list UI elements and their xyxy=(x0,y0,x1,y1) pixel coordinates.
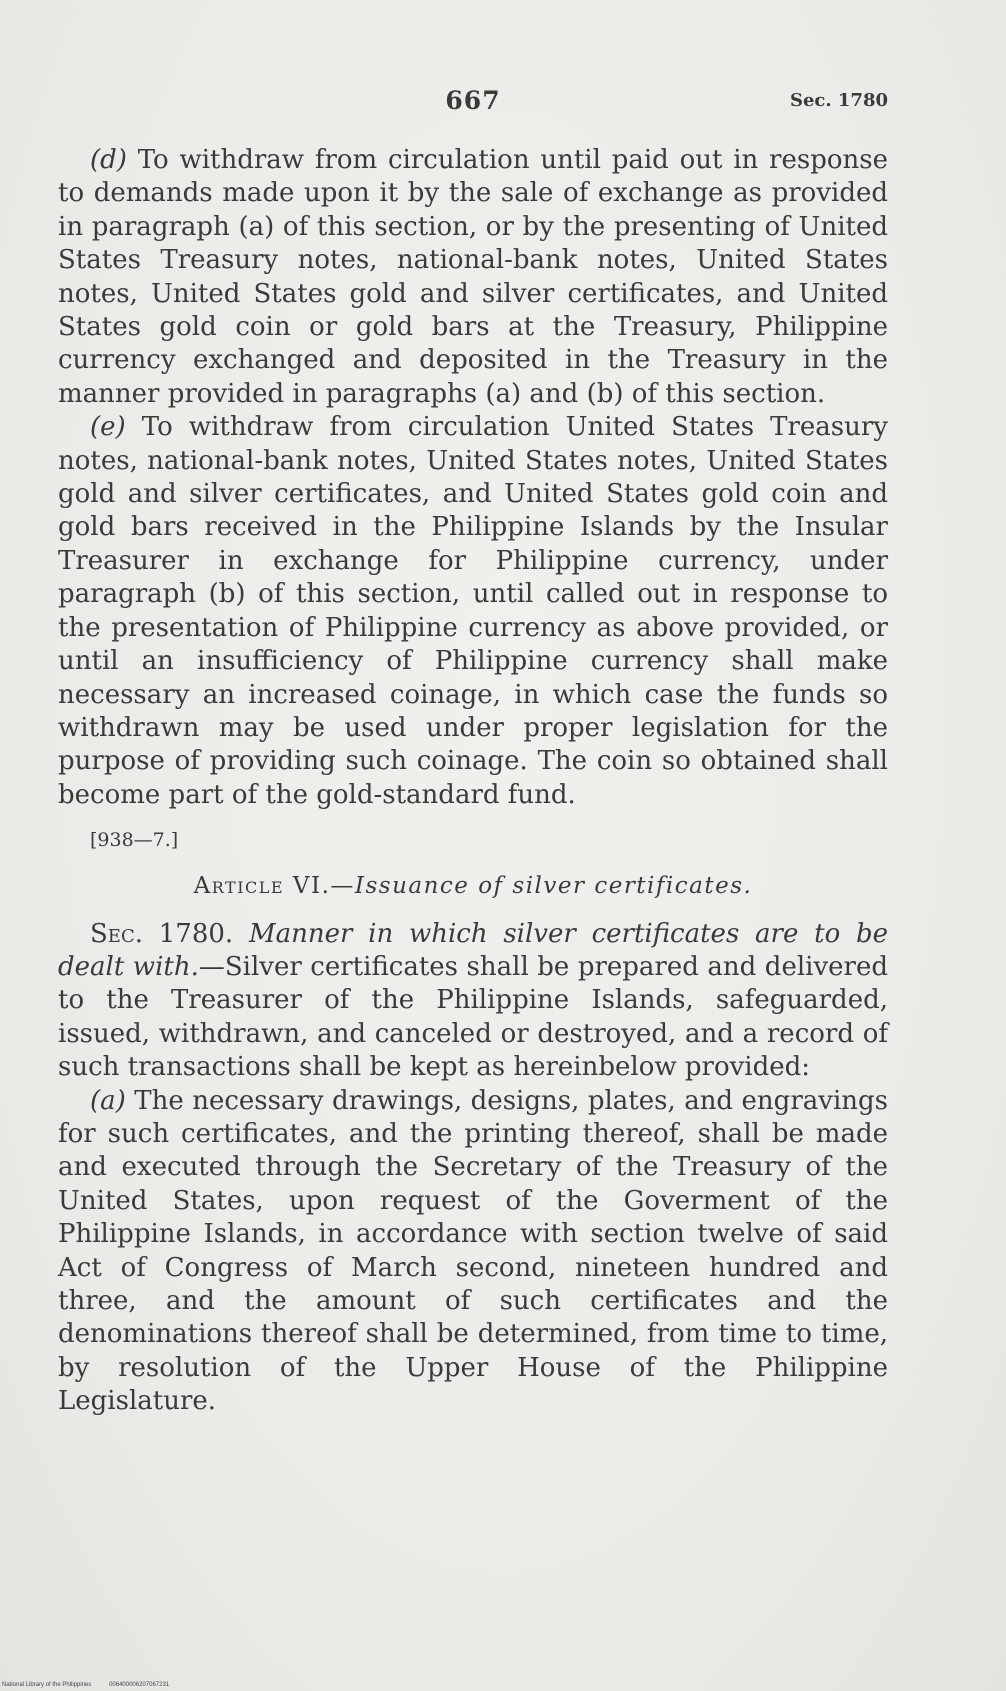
paragraph-e-text: To withdraw from circulation United States Treasury notes, national-bank notes, United States notes, United States gold and silver certificates, and United States gold coin and gold bars received in the Philippine Islands by the Insular Treasurer in exchange for Philippine currency, under paragraph (b) of this section, until called out in response to the presentation of Philippine currency as above provided, or until an insufficiency of Philippine currency shall make necessary an increased coinage, in which case the funds so withdrawn may be used under proper legislation for the purpose of providing such coinage. The coin so obtained shall become part of the gold-standard fund. xyxy=(58,412,888,810)
paragraph-e xyxy=(58,411,888,812)
section-text: —Silver certificates shall be prepared and delivered to the Treasurer of the Philippine Islands, safeguarded, issued, withdrawn, and canceled or destroyed, and a record of such transactions shall be kept as hereinbelow provided: xyxy=(58,951,888,1083)
page-number: 667 xyxy=(445,86,501,115)
article-label: Article VI. xyxy=(193,873,331,900)
section-label: Sec. 1780. xyxy=(90,918,234,949)
footer-id: 006400006207067231 xyxy=(109,1682,170,1688)
paragraph-e-marker: (e) xyxy=(90,412,126,443)
paragraph-d xyxy=(58,144,888,411)
paragraph-d-text: To withdraw from circulation until paid out in response to demands made upon it by the sale of exchange as provided in paragraph (a) of this section, or by the presenting of United States Treasury notes, national-bank notes, United States notes, United States gold and silver certificates, and United States gold coin or gold bars at the Treasury, Philippine currency exchanged and deposited in the Treasury in the manner provided in paragraphs (a) and (b) of this section. xyxy=(58,145,888,409)
paragraph-d-marker: (d) xyxy=(90,145,127,175)
section-title: Manner in which silver certificates are to be dealt with. xyxy=(58,918,889,982)
paragraph-a xyxy=(58,1085,888,1419)
scan-footer xyxy=(2,1682,185,1688)
article-title: Issuance of silver certificates. xyxy=(354,873,753,900)
footer-library: National Library of the Philippines xyxy=(2,1682,92,1688)
article-heading xyxy=(58,870,888,903)
section-reference: Sec. 1780 xyxy=(789,90,888,111)
paragraph-a-text: The necessary drawings, designs, plates, and engravings for such certificates, and the printing thereof, shall be made and executed through the Secretary of the Treasury of the United States, upon request of the Goverment of the Philippine Islands, in accordance with section twelve of said Act of Congress of March second, nineteen hundred and three, and the amount of such certificates and the denominations thereof shall be determined, from time to time, by resolution of the Upper House of the Philippine Legislature. xyxy=(58,1085,888,1417)
paragraph-a-marker: (a) xyxy=(90,1085,126,1116)
article-dash: — xyxy=(330,873,355,900)
running-head xyxy=(58,86,888,116)
section-1780 xyxy=(58,918,888,1085)
citation: [938—7.] xyxy=(90,829,179,852)
body-text xyxy=(58,144,888,1419)
